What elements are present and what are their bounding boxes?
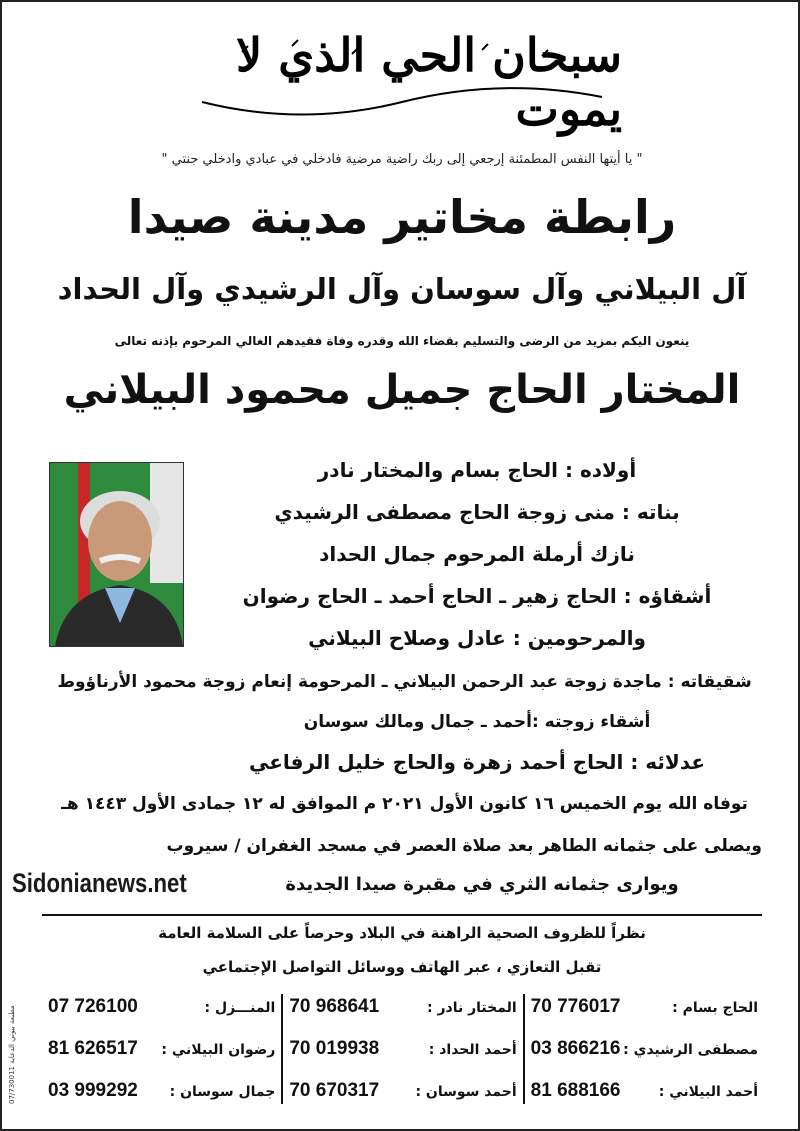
contact-name: أحمد الحداد : (428, 1042, 517, 1058)
contact-number: 03 866216 (530, 1038, 621, 1059)
contact-row (48, 1038, 275, 1060)
relative-line: أولاده : الحاج بسام والمختار نادر (317, 458, 637, 482)
printer-stamp: مطبعة بيوتي الدعاية 07/730011 (8, 1005, 16, 1104)
relative-line: بناته : منى زوجة الحاج مصطفى الرشيدي (274, 500, 680, 524)
contacts-column (283, 994, 524, 1104)
contact-number: 03 999292 (48, 1080, 138, 1101)
relative-line: أشقاء زوجته :أحمد ـ جمال ومالك سوسان (303, 712, 651, 732)
contact-name: أحمد سوسان : (415, 1084, 517, 1100)
contact-row (48, 1080, 275, 1102)
contact-number: 70 776017 (530, 996, 621, 1017)
burial-line: ويوارى جثمانه الثري في مقبرة صيدا الجديدة (285, 874, 679, 895)
relative-line: والمرحومين : عادل وصلاح البيلاني (308, 626, 646, 650)
contact-row (289, 1080, 516, 1102)
relative-line: عدلائه : الحاج أحمد زهرة والحاج خليل الرفاعي (248, 750, 706, 774)
deceased-name: المختار الحاج جميل محمود البيلاني (63, 367, 741, 413)
contacts-column (42, 994, 283, 1104)
relative-line: أشقاؤه : الحاج زهير ـ الحاج أحمد ـ الحاج رضوان (242, 584, 712, 608)
watermark: Sidonianews.net (12, 868, 187, 898)
calligraphy-header (182, 28, 622, 136)
contact-number: 70 968641 (289, 996, 380, 1017)
contact-number: 07 726100 (48, 996, 138, 1017)
contact-row (48, 996, 275, 1018)
prayer-line: ويصلى على جثمانه الطاهر بعد صلاة العصر في مسجد الغفران / سيروب (166, 836, 762, 856)
contact-row (531, 1080, 758, 1102)
contacts-column (525, 994, 764, 1104)
contact-name: أحمد البيلاني : (658, 1084, 758, 1100)
divider (42, 914, 762, 916)
families-line: آل البيلاني وآل سوسان وآل الرشيدي وآل الحداد (57, 272, 747, 306)
relative-line: شقيقاته : ماجدة زوجة عبد الرحمن البيلاني ـ المرحومة إنعام زوجة محمود الأرناؤوط (57, 672, 752, 692)
contact-row (289, 996, 516, 1018)
contact-number: 81 688166 (530, 1080, 621, 1101)
deceased-photo (49, 462, 184, 647)
relative-line: نازك أرملة المرحوم جمال الحداد (319, 542, 635, 566)
contact-number: 70 670317 (289, 1080, 380, 1101)
contacts-table (42, 994, 764, 1104)
contact-name: المنـــزل : (204, 1000, 276, 1016)
contact-name: الحاج بسام : (672, 1000, 758, 1016)
notice-line: تقبل التعازي ، عبر الهاتف ووسائل التواصل الإجتماعي (202, 958, 602, 976)
notice-line: نظراً للظروف الصحية الراهنة في البلاد وحرصاً على السلامة العامة (158, 924, 646, 942)
contact-row (531, 1038, 758, 1060)
contact-number: 81 626517 (48, 1038, 138, 1059)
death-date-line: توفاه الله يوم الخميس ١٦ كانون الأول ٢٠٢١ م الموافق له ١٢ جمادى الأول ١٤٤٣ هـ (61, 794, 748, 814)
contact-name: مصطفى الرشيدي : (623, 1042, 758, 1058)
contact-row (289, 1038, 516, 1060)
contact-name: المختار نادر : (427, 1000, 517, 1016)
quran-verse: " يا أيتها النفس المطمئنة إرجعي إلى ربك راضية مرضية فادخلي في عبادي وادخلي جنتي " (161, 152, 643, 167)
organization-title: رابطة مخاتير مدينة صيدا (127, 190, 677, 244)
contact-number: 70 019938 (289, 1038, 380, 1059)
contact-row (531, 996, 758, 1018)
calligraphy-text: سبحان الحي الذي لا يموت (236, 28, 622, 136)
contact-name: رضوان البيلاني : (161, 1042, 276, 1058)
announcement-line: ينعون اليكم بمزيد من الرضى والتسليم بقضاء الله وقدره وفاة فقيدهم الغالي المرحوم بإذنه تعالى (114, 334, 690, 348)
contact-name: جمال سوسان : (169, 1084, 276, 1100)
